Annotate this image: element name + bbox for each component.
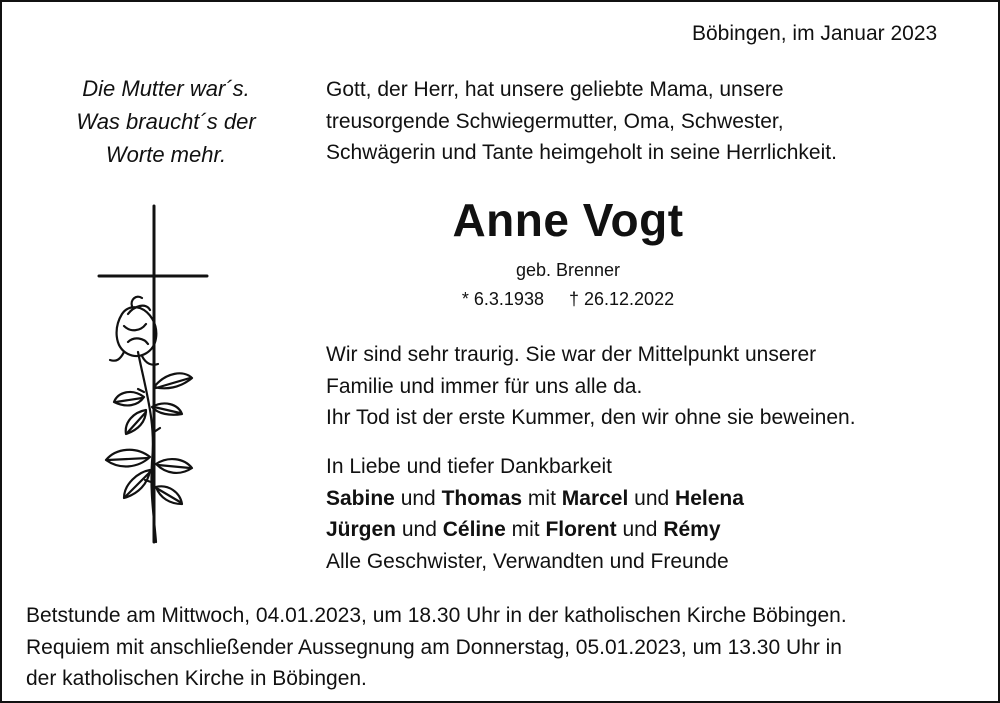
mourners-intro: In Liebe und tiefer Dankbarkeit: [326, 455, 613, 478]
motto-line: Worte mehr.: [105, 142, 227, 167]
place-date: Böbingen, im Januar 2023: [692, 22, 938, 45]
service-line: der katholischen Kirche in Böbingen.: [26, 667, 367, 690]
family-line: [326, 514, 986, 546]
motto-line: Die Mutter war´s.: [82, 76, 250, 101]
service-details: [26, 600, 986, 695]
message-text: [326, 339, 986, 434]
intro-line: Gott, der Herr, hat unsere geliebte Mama, unsere: [326, 78, 784, 101]
mourners-block: [326, 451, 986, 577]
connector-text: mit: [505, 518, 546, 541]
death-date: † 26.12.2022: [568, 289, 675, 309]
connector-text: mit: [522, 486, 562, 510]
birth-date: * 6.3.1938: [461, 289, 544, 309]
connector-text: und: [616, 518, 664, 541]
family-member-name: Sabine: [326, 486, 395, 510]
service-line: Betstunde am Mittwoch, 04.01.2023, um 18.30 Uhr in der katholischen Kirche Böbingen.: [26, 604, 847, 627]
intro-line: Schwägerin und Tante heimgeholt in seine Herrlichkeit.: [326, 141, 837, 164]
mourners-others: Alle Geschwister, Verwandten und Freunde: [326, 549, 729, 573]
family-member-name: Marcel: [561, 486, 629, 510]
family-member-name: Rémy: [663, 518, 721, 541]
family-member-name: Helena: [675, 486, 744, 510]
connector-text: und: [628, 486, 676, 510]
message-line: Familie und immer für uns alle da.: [326, 374, 643, 398]
born-name: geb. Brenner: [515, 260, 621, 280]
family-line: [326, 483, 986, 515]
message-line: Wir sind sehr traurig. Sie war der Mittelpunkt unserer: [326, 343, 817, 366]
cross-with-rose-icon: [94, 202, 214, 547]
life-dates: [326, 286, 810, 312]
service-line: Requiem mit anschließender Aussegnung am Donnerstag, 05.01.2023, um 13.30 Uhr in: [26, 635, 842, 659]
deceased-name: Anne Vogt: [452, 194, 684, 246]
connector-text: und: [394, 486, 442, 510]
intro-line: treusorgende Schwiegermutter, Oma, Schwester,: [326, 109, 784, 133]
family-member-name: Thomas: [441, 486, 523, 510]
motto-line: Was braucht´s der: [76, 109, 256, 134]
message-line: Ihr Tod ist der erste Kummer, den wir ohne sie beweinen.: [326, 406, 856, 429]
family-member-name: Céline: [442, 518, 506, 541]
family-member-name: Florent: [545, 518, 617, 541]
connector-text: und: [396, 518, 443, 541]
intro-text: [326, 74, 966, 169]
family-member-name: Jürgen: [326, 518, 397, 541]
motto-quote: [36, 72, 296, 171]
